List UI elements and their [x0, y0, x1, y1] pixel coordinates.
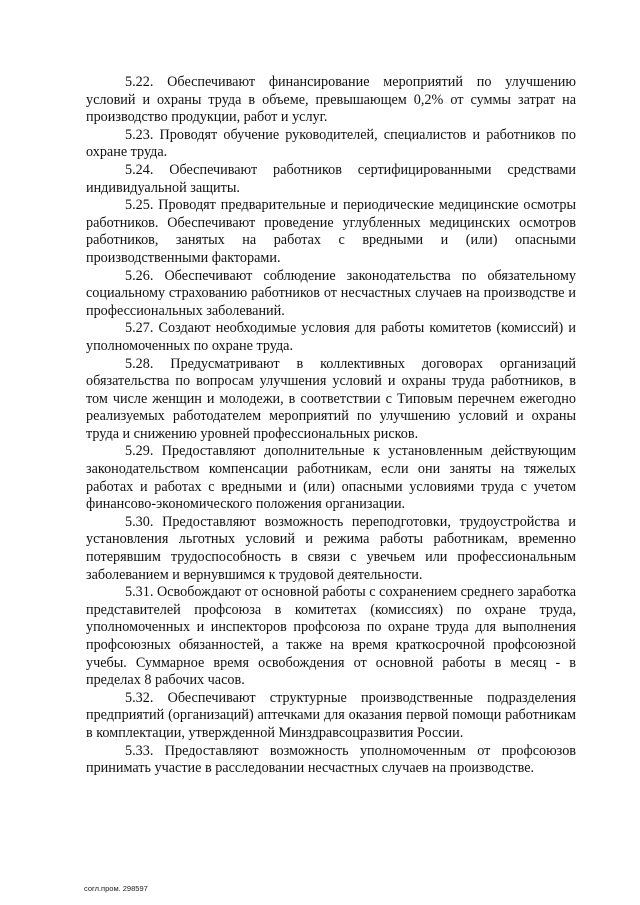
paragraph-5-25: 5.25. Проводят предварительные и периодические медицинские осмотры работников. Обеспечивают проведение углубленных медицинских осмотров работников, занятых на работах с вредными и (или) опасными производственными факторами.: [86, 197, 576, 266]
paragraph-5-23: 5.23. Проводят обучение руководителей, специалистов и работников по охране труда.: [86, 126, 576, 161]
paragraph-5-24: 5.24. Обеспечивают работников сертифицированными средствами индивидуальной защиты.: [86, 161, 576, 196]
paragraph-5-29: 5.29. Предоставляют дополнительные к установленным действующим законодательством компенсации работникам, если они заняты на тяжелых работах и работах с вредными и (или) опасными условиями труда с учетом финансово-экономического положения организации.: [86, 443, 576, 513]
paragraph-5-26: 5.26. Обеспечивают соблюдение законодательства по обязательному социальному страхованию работников от несчастных случаев на производстве и профессиональных заболеваний.: [86, 267, 576, 319]
paragraph-5-33: 5.33. Предоставляют возможность уполномоченным от профсоюзов принимать участие в расследовании несчастных случаев на производстве.: [86, 742, 576, 777]
paragraph-5-22: 5.22. Обеспечивают финансирование мероприятий по улучшению условий и охраны труда в объеме, превышающем 0,2% от суммы затрат на производство продукции, работ и услуг.: [86, 74, 576, 126]
document-body: [86, 74, 576, 778]
paragraph-5-32: 5.32. Обеспечивают структурные производственные подразделения предприятий (организаций) аптечками для оказания первой помощи работникам в комплектации, утвержденной Минздравсоцразвития России.: [86, 689, 576, 741]
paragraph-5-30: 5.30. Предоставляют возможность переподготовки, трудоустройства и установления льготных условий и режима работы работникам, временно потерявшим трудоспособность в связи с увечьем или профессиональным заболеванием и вернувшимся к трудовой деятельности.: [86, 513, 576, 583]
footer-reference: согл.пром. 298597: [84, 884, 148, 893]
paragraph-5-31: 5.31. Освобождают от основной работы с сохранением среднего заработка представителей профсоюза в комитетах (комиссиях) по охране труда, уполномоченных и инспекторов профсоюза по охране труда для выполнения профсоюзных обязанностей, а также на время краткосрочной профсоюзной учебы. Суммарное время освобождения от основной работы в месяц - в пределах 8 рабочих часов.: [86, 584, 576, 689]
paragraph-5-27: 5.27. Создают необходимые условия для работы комитетов (комиссий) и уполномоченных по охране труда.: [86, 320, 576, 354]
paragraph-5-28: 5.28. Предусматривают в коллективных договорах организаций обязательства по вопросам улучшения условий и охраны труда работников, в том числе женщин и молодежи, в соответствии с Типовым перечнем ежегодно реализуемых работодателем мероприятий по улучшению условий и охраны труда и снижению уровней профессиональных рисков.: [86, 355, 576, 442]
